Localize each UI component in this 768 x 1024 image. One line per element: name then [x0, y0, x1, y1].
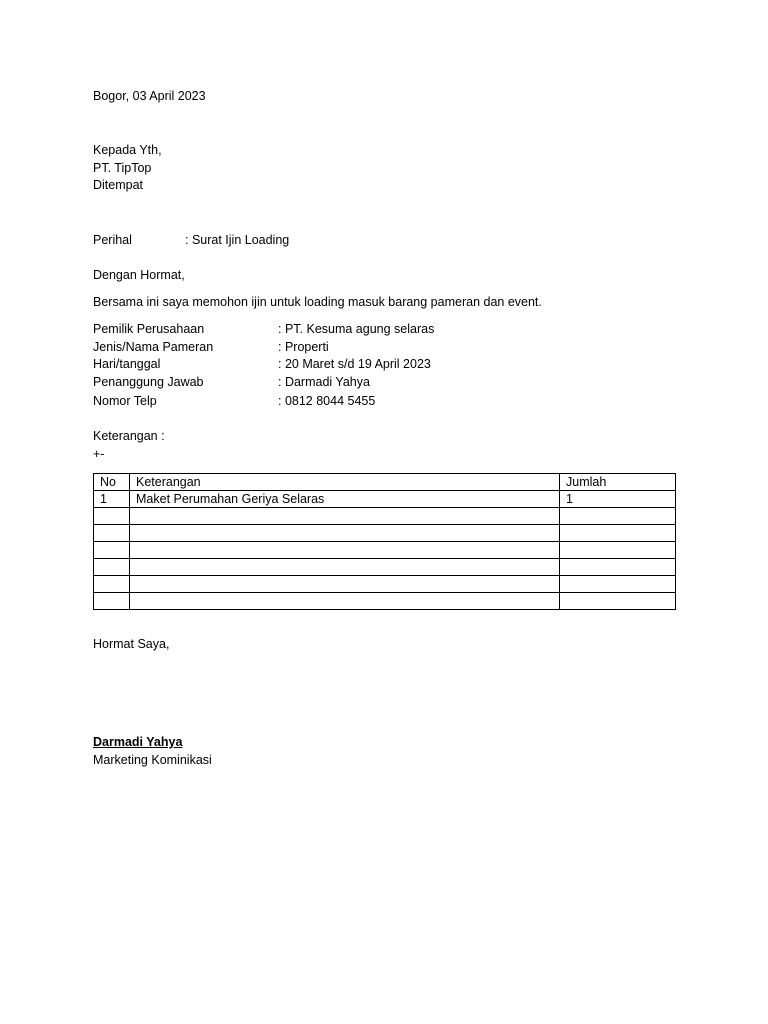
- detail-value: : Darmadi Yahya: [278, 375, 370, 389]
- recipient-greeting: Kepada Yth,: [93, 143, 162, 157]
- notes-mark: +-: [93, 447, 105, 461]
- table-row: [94, 491, 676, 508]
- cell-jumlah: [560, 525, 676, 542]
- intro-paragraph: Bersama ini saya memohon ijin untuk loading masuk barang pameran dan event.: [93, 295, 542, 309]
- signer-title: Marketing Kominikasi: [93, 753, 212, 767]
- detail-label: Penanggung Jawab: [93, 375, 204, 389]
- cell-no: [94, 559, 130, 576]
- notes-heading: Keterangan :: [93, 429, 165, 443]
- cell-jumlah: [560, 593, 676, 610]
- detail-label: Pemilik Perusahaan: [93, 322, 205, 336]
- subject-value: : Surat Ijin Loading: [185, 233, 290, 247]
- cell-keterangan: [130, 593, 560, 610]
- cell-jumlah: [560, 576, 676, 593]
- detail-label: Nomor Telp: [93, 394, 157, 408]
- table-row: [94, 525, 676, 542]
- cell-jumlah: [560, 508, 676, 525]
- cell-keterangan: [130, 576, 560, 593]
- cell-no: [94, 576, 130, 593]
- cell-keterangan: [130, 542, 560, 559]
- cell-no: [94, 593, 130, 610]
- detail-value: : 0812 8044 5455: [278, 394, 376, 408]
- table-row: [94, 542, 676, 559]
- cell-no: [94, 525, 130, 542]
- recipient-company: PT. TipTop: [93, 161, 152, 175]
- table-row: [94, 559, 676, 576]
- cell-jumlah: [560, 559, 676, 576]
- detail-label: Hari/tanggal: [93, 357, 161, 371]
- cell-keterangan: Maket Perumahan Geriya Selaras: [130, 491, 560, 508]
- place-date: Bogor, 03 April 2023: [93, 89, 206, 103]
- recipient-location: Ditempat: [93, 178, 144, 192]
- header-jumlah: Jumlah: [560, 474, 676, 491]
- cell-jumlah: 1: [560, 491, 676, 508]
- cell-keterangan: [130, 559, 560, 576]
- salutation: Dengan Hormat,: [93, 268, 185, 282]
- detail-value: : Properti: [278, 340, 329, 354]
- cell-keterangan: [130, 525, 560, 542]
- table-row: [94, 593, 676, 610]
- items-table: [93, 473, 676, 610]
- cell-no: [94, 508, 130, 525]
- signer-name: Darmadi Yahya: [93, 735, 183, 749]
- cell-no: 1: [94, 491, 130, 508]
- table-row: [94, 508, 676, 525]
- header-keterangan: Keterangan: [130, 474, 560, 491]
- header-no: No: [94, 474, 130, 491]
- detail-value: : 20 Maret s/d 19 April 2023: [278, 357, 431, 371]
- closing: Hormat Saya,: [93, 637, 170, 651]
- cell-no: [94, 542, 130, 559]
- table-header-row: [94, 474, 676, 491]
- cell-jumlah: [560, 542, 676, 559]
- table-row: [94, 576, 676, 593]
- subject-label: Perihal: [93, 233, 132, 247]
- detail-label: Jenis/Nama Pameran: [93, 340, 214, 354]
- cell-keterangan: [130, 508, 560, 525]
- detail-value: : PT. Kesuma agung selaras: [278, 322, 435, 336]
